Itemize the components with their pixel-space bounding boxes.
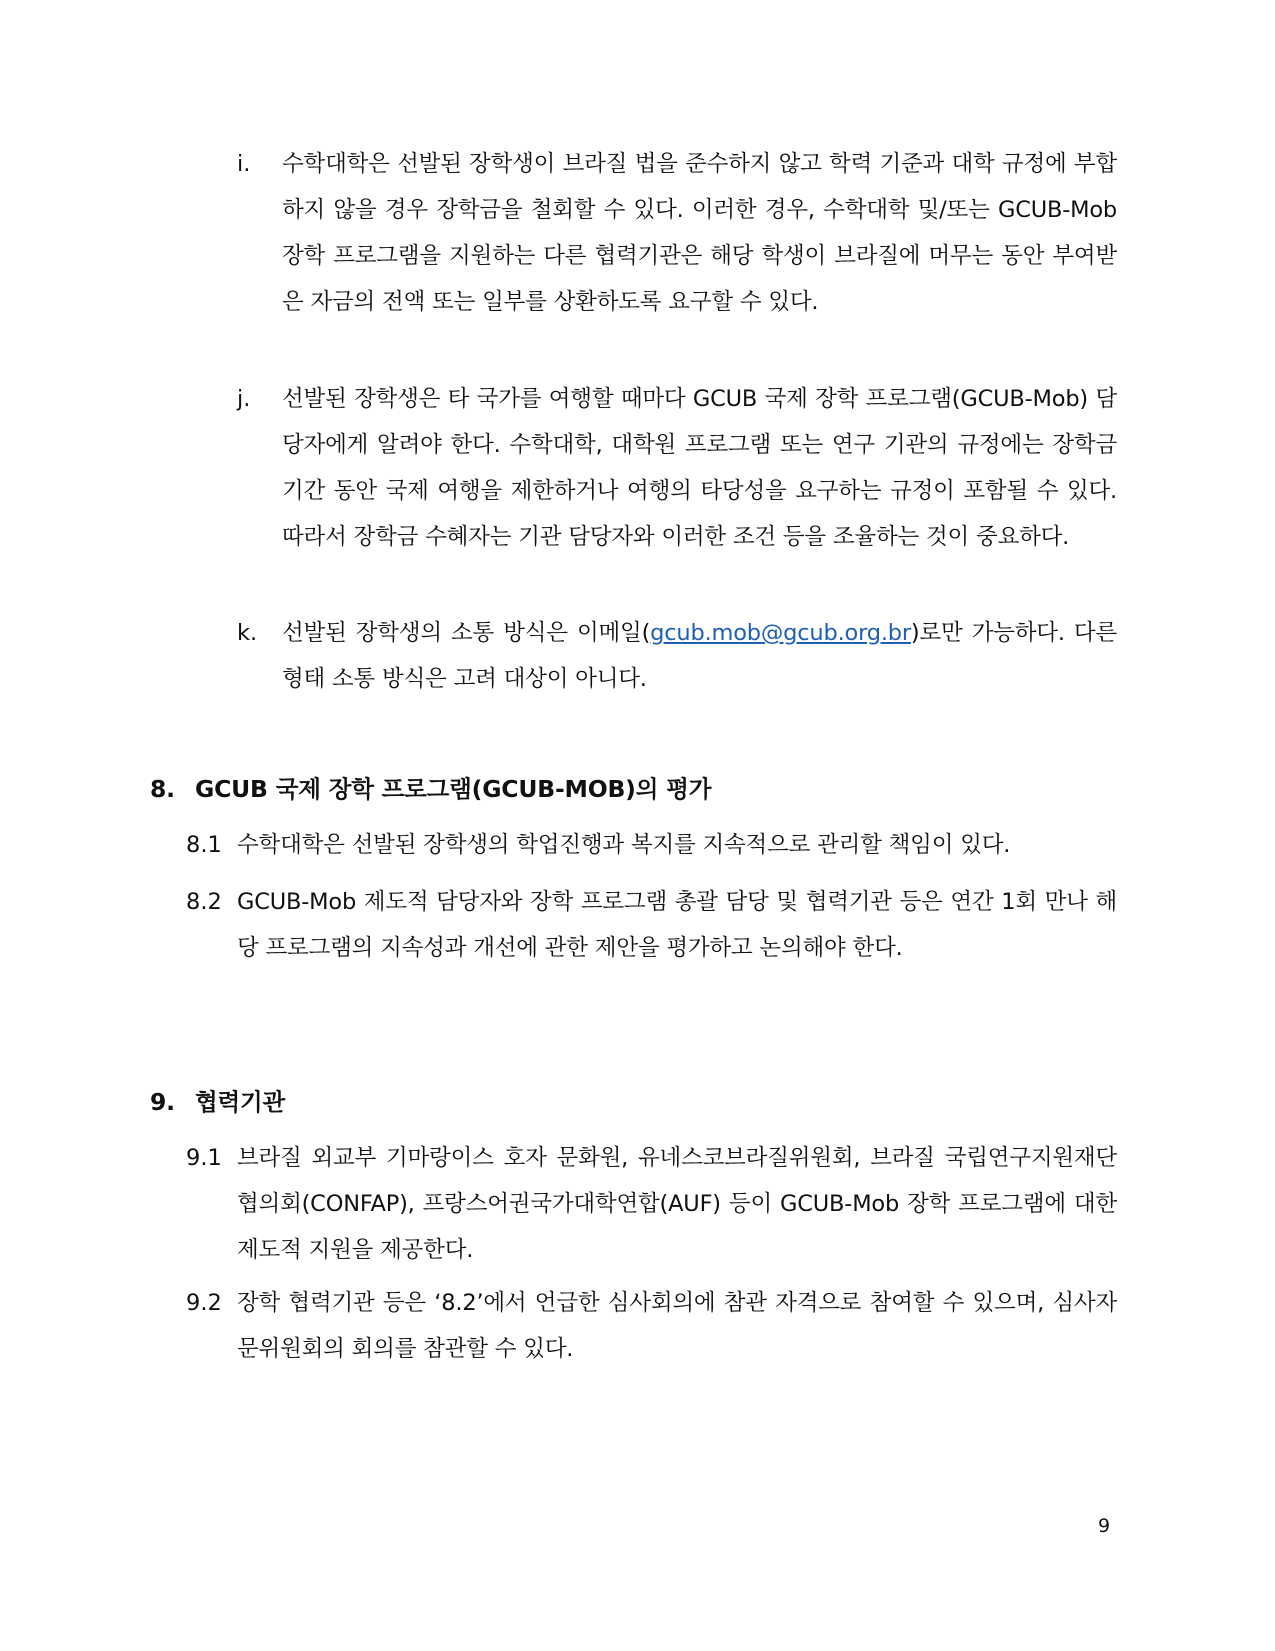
text-after-email: )로만 가능하다. 다른 형태 소통 방식은 고려 대상이 아니다.	[282, 620, 1117, 692]
list-item-i	[237, 141, 1117, 325]
section-title: GCUB 국제 장학 프로그램(GCUB-MOB)의 평가	[195, 775, 712, 803]
subsection-text: GCUB-Mob 제도적 담당자와 장학 프로그램 총괄 담당 및 협력기관 등은 연간 1회 만나 해당 프로그램의 지속성과 개선에 관한 제안을 평가하고 논의해야 한다.	[237, 889, 1117, 961]
subsection-text: 수학대학은 선발된 장학생의 학업진행과 복지를 지속적으로 관리할 책임이 있다.	[237, 832, 1011, 858]
subsection-item-9-2	[186, 1280, 1117, 1372]
list-item-text: 수학대학은 선발된 장학생이 브라질 법을 준수하지 않고 학력 기준과 대학 규정에 부합하지 않을 경우 장학금을 철회할 수 있다. 이러한 경우, 수학대학 및/또는 GCUB-Mob 장학 프로그램을 지원하는 다른 협력기관은 해당 학생이 브라질에 머무는 동안 부여받은 자금의 전액 또는 일부를 상환하도록 요구할 수 있다.	[282, 151, 1117, 315]
list-marker: k.	[237, 620, 258, 646]
list-item-k	[237, 610, 1117, 702]
email-link[interactable]: gcub.mob@gcub.org.br	[650, 620, 911, 646]
page-number: 9	[1098, 1515, 1111, 1537]
subsection-number: 8.2	[186, 889, 222, 915]
subsection-text: 브라질 외교부 기마랑이스 호자 문화원, 유네스코브라질위원회, 브라질 국립연구지원재단협의회(CONFAP), 프랑스어권국가대학연합(AUF) 등이 GCUB-Mob 장학 프로그램에 대한 제도적 지원을 제공한다.	[237, 1145, 1117, 1263]
section-heading-8	[150, 771, 711, 807]
subsection-item-9-1	[186, 1135, 1117, 1273]
list-item-text	[282, 610, 1117, 702]
subsection-text: 장학 협력기관 등은 ‘8.2’에서 언급한 심사회의에 참관 자격으로 참여할 수 있으며, 심사자문위원회의 회의를 참관할 수 있다.	[237, 1290, 1117, 1362]
list-item-text: 선발된 장학생은 타 국가를 여행할 때마다 GCUB 국제 장학 프로그램(GCUB-Mob) 담당자에게 알려야 한다. 수학대학, 대학원 프로그램 또는 연구 기관의 규정에는 장학금 기간 동안 국제 여행을 제한하거나 여행의 타당성을 요구하는 규정이 포함될 수 있다. 따라서 장학금 수혜자는 기관 담당자와 이러한 조건 등을 조율하는 것이 중요하다.	[282, 386, 1117, 550]
subsection-item-8-2	[186, 879, 1117, 971]
subsection-number: 8.1	[186, 832, 222, 858]
text-before-email: 선발된 장학생의 소통 방식은 이메일(	[282, 620, 651, 646]
section-number: 8.	[150, 775, 175, 803]
subsection-number: 9.2	[186, 1290, 222, 1316]
list-marker: i.	[237, 151, 251, 177]
list-item-j	[237, 376, 1117, 560]
section-heading-9	[150, 1084, 285, 1120]
section-title: 협력기관	[195, 1088, 286, 1116]
subsection-number: 9.1	[186, 1145, 222, 1171]
section-number: 9.	[150, 1088, 175, 1116]
list-marker: j.	[237, 386, 251, 412]
subsection-item-8-1	[186, 822, 1117, 868]
